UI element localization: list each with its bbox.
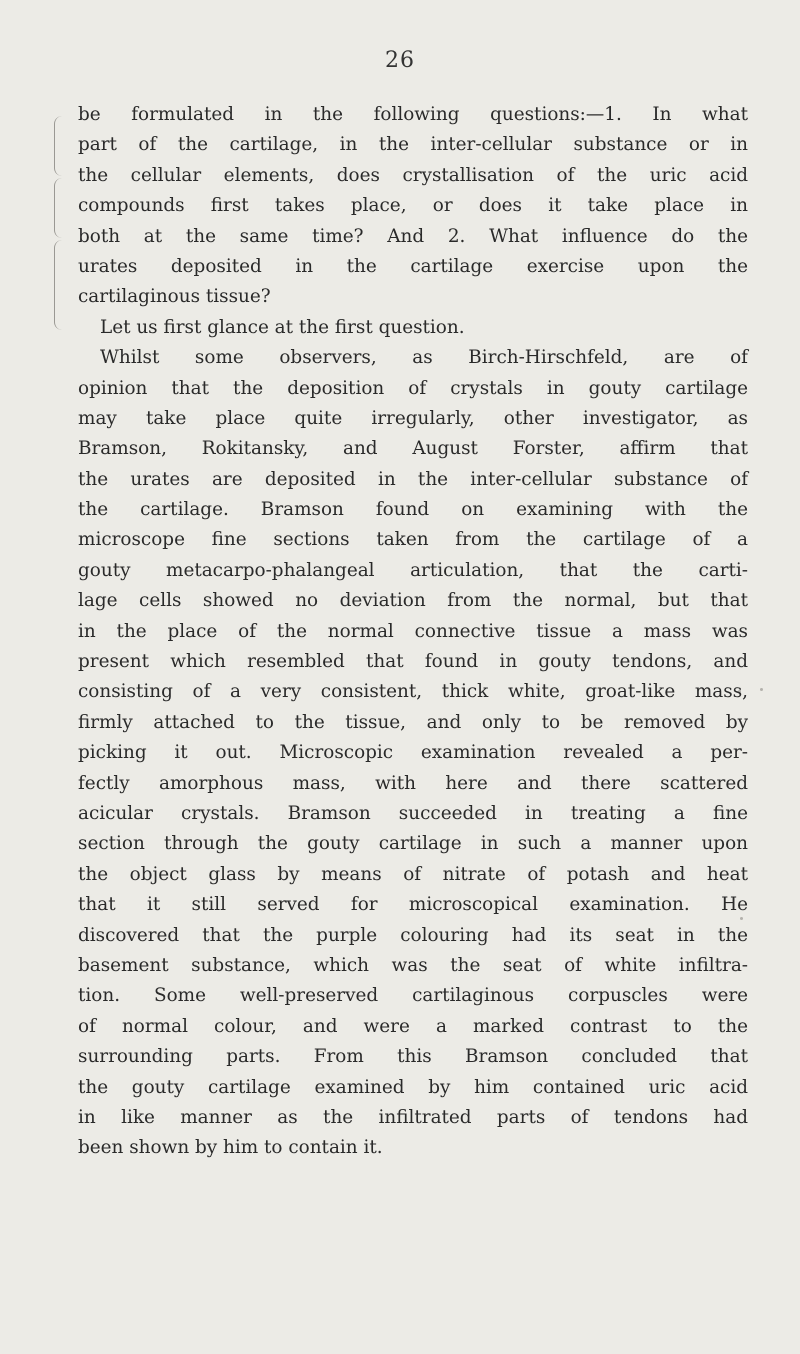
text-line: Whilst some observers, as Birch-Hirschfeld, are of [100, 347, 748, 369]
margin-pencil-mark [54, 240, 65, 330]
text-line: Bramson, Rokitansky, and August Forster, affirm that [78, 438, 748, 460]
text-line: microscope fine sections taken from the cartilage of a [78, 529, 748, 551]
text-line: been shown by him to contain it. [78, 1137, 383, 1159]
text-line: be formulated in the following questions:—1. In what [78, 104, 748, 125]
text-line: lage cells showed no deviation from the normal, but that [78, 590, 748, 612]
text-line: of normal colour, and were a marked contrast to the [78, 1015, 748, 1037]
text-line: Let us first glance at the first question. [100, 316, 465, 338]
text-line: gouty metacarpo-phalangeal articulation, that the carti- [78, 559, 748, 581]
text-line: part of the cartilage, in the inter-cellular substance or in [78, 134, 748, 156]
text-line: compounds first takes place, or does it take place in [78, 195, 748, 217]
text-line: both at the same time? And 2. What influence do the [78, 225, 748, 247]
text-line: discovered that the purple colouring had its seat in the [78, 924, 748, 946]
margin-pencil-mark [54, 178, 65, 238]
text-line: urates deposited in the cartilage exercise upon the [78, 255, 748, 277]
text-line: the gouty cartilage examined by him contained uric acid [78, 1076, 748, 1098]
text-line: present which resembled that found in gouty tendons, and [78, 651, 748, 673]
text-line: cartilaginous tissue? [78, 286, 271, 308]
text-line: the cellular elements, does crystallisation of the uric acid [78, 164, 748, 186]
text-line: tion. Some well-preserved cartilaginous corpuscles were [78, 985, 748, 1007]
text-line: the object glass by means of nitrate of potash and heat [78, 863, 748, 885]
text-line: picking it out. Microscopic examination revealed a per- [78, 742, 748, 764]
paper-speck [760, 688, 763, 691]
body-text [78, 100, 748, 1164]
text-line: consisting of a very consistent, thick white, groat-like mass, [78, 681, 748, 703]
text-line: section through the gouty cartilage in such a manner upon [78, 833, 748, 855]
text-line: the urates are deposited in the inter-cellular substance of [78, 468, 748, 490]
text-line: the cartilage. Bramson found on examining with the [78, 499, 748, 521]
text-line: opinion that the deposition of crystals in gouty cartilage [78, 377, 748, 399]
text-line: firmly attached to the tissue, and only to be removed by [78, 711, 748, 733]
text-line: fectly amorphous mass, with here and there scattered [78, 772, 748, 794]
text-line: may take place quite irregularly, other investigator, as [78, 407, 748, 429]
text-line: acicular crystals. Bramson succeeded in treating a fine [78, 802, 748, 824]
text-line: surrounding parts. From this Bramson concluded that [78, 1046, 748, 1068]
text-line: basement substance, which was the seat of white infiltra- [78, 954, 748, 976]
text-line: in the place of the normal connective tissue a mass was [78, 620, 748, 642]
page-number: 26 [385, 48, 415, 73]
text-line: in like manner as the infiltrated parts of tendons had [78, 1106, 748, 1128]
margin-pencil-mark [54, 116, 65, 176]
text-line: that it still served for microscopical examination. He [78, 894, 748, 916]
